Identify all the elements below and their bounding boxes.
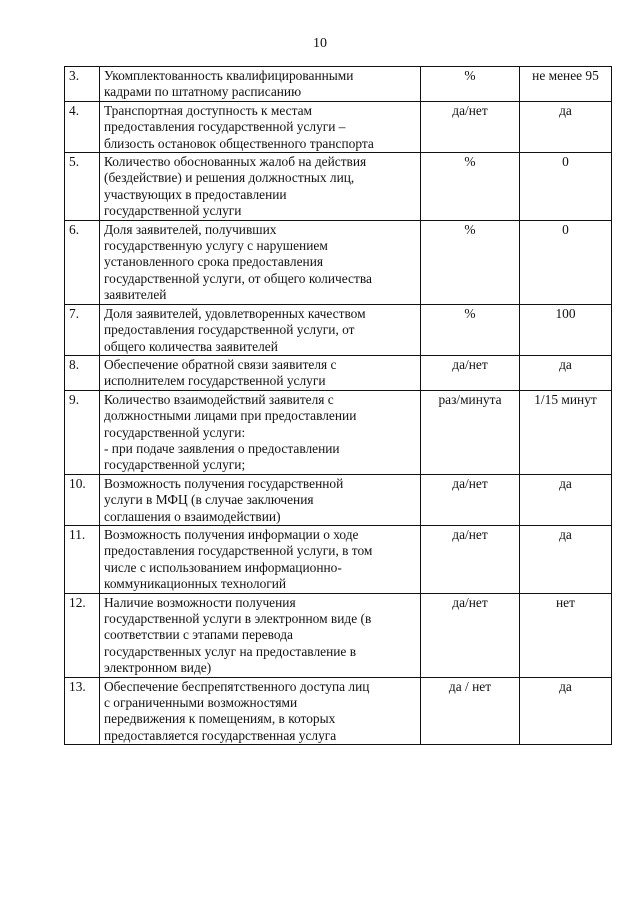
indicators-table-body (65, 67, 612, 745)
normative-value: да (520, 101, 612, 152)
table-row (65, 101, 612, 152)
description-line: электронном виде) (104, 660, 212, 676)
description-line: (бездействие) и решения должностных лиц, (104, 170, 355, 186)
row-number: 13. (65, 677, 100, 745)
description-line: государственной услуги; (104, 457, 246, 473)
table-row (65, 304, 612, 355)
indicator-description (100, 593, 421, 677)
normative-value: 1/15 минут (520, 390, 612, 474)
description-line: коммуникационных технологий (104, 576, 287, 592)
row-number: 7. (65, 304, 100, 355)
description-line: Возможность получения государственной (104, 475, 344, 491)
description-line: кадрами по штатному расписанию (104, 84, 302, 100)
normative-value: 0 (520, 153, 612, 221)
indicator-description (100, 67, 421, 102)
description-line: государственной услуги: (104, 424, 246, 440)
description-line: соответствии с этапами перевода (104, 627, 293, 643)
indicator-description (100, 220, 421, 304)
description-line: Обеспечение обратной связи заявителя с (104, 356, 337, 372)
unit-of-measure: да/нет (421, 355, 520, 390)
row-number: 11. (65, 525, 100, 593)
description-line: Возможность получения информации о ходе (104, 526, 359, 542)
table-row (65, 593, 612, 677)
row-number: 6. (65, 220, 100, 304)
unit-of-measure: да/нет (421, 101, 520, 152)
description-line: числе с использованием информационно- (104, 559, 342, 575)
description-line: должностными лицами при предоставлении (104, 408, 357, 424)
description-line: предоставления государственной услуги, в том (104, 543, 373, 559)
description-line: Обеспечение беспрепятственного доступа лиц (104, 678, 370, 694)
row-number: 4. (65, 101, 100, 152)
normative-value: да (520, 474, 612, 525)
row-number: 12. (65, 593, 100, 677)
indicator-description (100, 474, 421, 525)
description-line: предоставления государственной услуги – (104, 119, 346, 135)
indicator-description (100, 677, 421, 745)
table-row (65, 153, 612, 221)
indicator-description (100, 304, 421, 355)
indicator-description (100, 355, 421, 390)
description-line: Наличие возможности получения (104, 594, 296, 610)
page-number: 10 (313, 36, 327, 51)
table-row (65, 67, 612, 102)
description-line: участвующих в предоставлении (104, 186, 287, 202)
indicator-description (100, 390, 421, 474)
normative-value: 0 (520, 220, 612, 304)
description-line: Укомплектованность квалифицированными (104, 68, 354, 83)
description-line: предоставления государственной услуги, от (104, 322, 355, 338)
table-row (65, 220, 612, 304)
description-line: государственной услуги, от общего количества (104, 270, 372, 286)
unit-of-measure: да/нет (421, 474, 520, 525)
table-row (65, 677, 612, 745)
unit-of-measure: да/нет (421, 593, 520, 677)
description-line: близость остановок общественного транспорта (104, 135, 374, 151)
table-row (65, 474, 612, 525)
normative-value: да (520, 355, 612, 390)
description-line: Транспортная доступность к местам (104, 102, 313, 118)
indicators-table (64, 66, 612, 745)
unit-of-measure: да/нет (421, 525, 520, 593)
description-line: передвижения к помещениям, в которых (104, 711, 336, 727)
description-line: услуги в МФЦ (в случае заключения (104, 492, 314, 508)
unit-of-measure: да / нет (421, 677, 520, 745)
description-line: с ограниченными возможностями (104, 695, 298, 711)
unit-of-measure: % (421, 220, 520, 304)
table-row (65, 525, 612, 593)
description-line: Количество взаимодействий заявителя с (104, 391, 334, 407)
unit-of-measure: % (421, 153, 520, 221)
row-number: 8. (65, 355, 100, 390)
normative-value: 100 (520, 304, 612, 355)
unit-of-measure: % (421, 67, 520, 102)
row-number: 3. (65, 67, 100, 102)
normative-value: нет (520, 593, 612, 677)
description-line: соглашения о взаимодействии) (104, 508, 281, 524)
normative-value: не менее 95 (520, 67, 612, 102)
indicator-description (100, 525, 421, 593)
indicator-description (100, 153, 421, 221)
row-number: 9. (65, 390, 100, 474)
description-line: предоставляется государственная услуга (104, 727, 337, 743)
description-line: исполнителем государственной услуги (104, 373, 326, 389)
description-line: государственной услуги (104, 203, 242, 219)
normative-value: да (520, 525, 612, 593)
normative-value: да (520, 677, 612, 745)
description-line: Количество обоснованных жалоб на действия (104, 154, 367, 170)
row-number: 10. (65, 474, 100, 525)
description-line: государственных услуг на предоставление в (104, 643, 357, 659)
description-line: Доля заявителей, получивших (104, 221, 277, 237)
description-line: - при подаче заявления о предоставлении (104, 440, 340, 456)
table-row (65, 355, 612, 390)
description-line: государственную услугу с нарушением (104, 238, 328, 254)
description-line: установленного срока предоставления (104, 254, 324, 270)
description-line: государственной услуги в электронном виде (в (104, 611, 372, 626)
table-row (65, 390, 612, 474)
description-line: общего количества заявителей (104, 338, 278, 354)
indicator-description (100, 101, 421, 152)
description-line: заявителей (104, 287, 167, 303)
row-number: 5. (65, 153, 100, 221)
description-line: Доля заявителей, удовлетворенных качеством (104, 305, 366, 321)
unit-of-measure: % (421, 304, 520, 355)
unit-of-measure: раз/минута (421, 390, 520, 474)
